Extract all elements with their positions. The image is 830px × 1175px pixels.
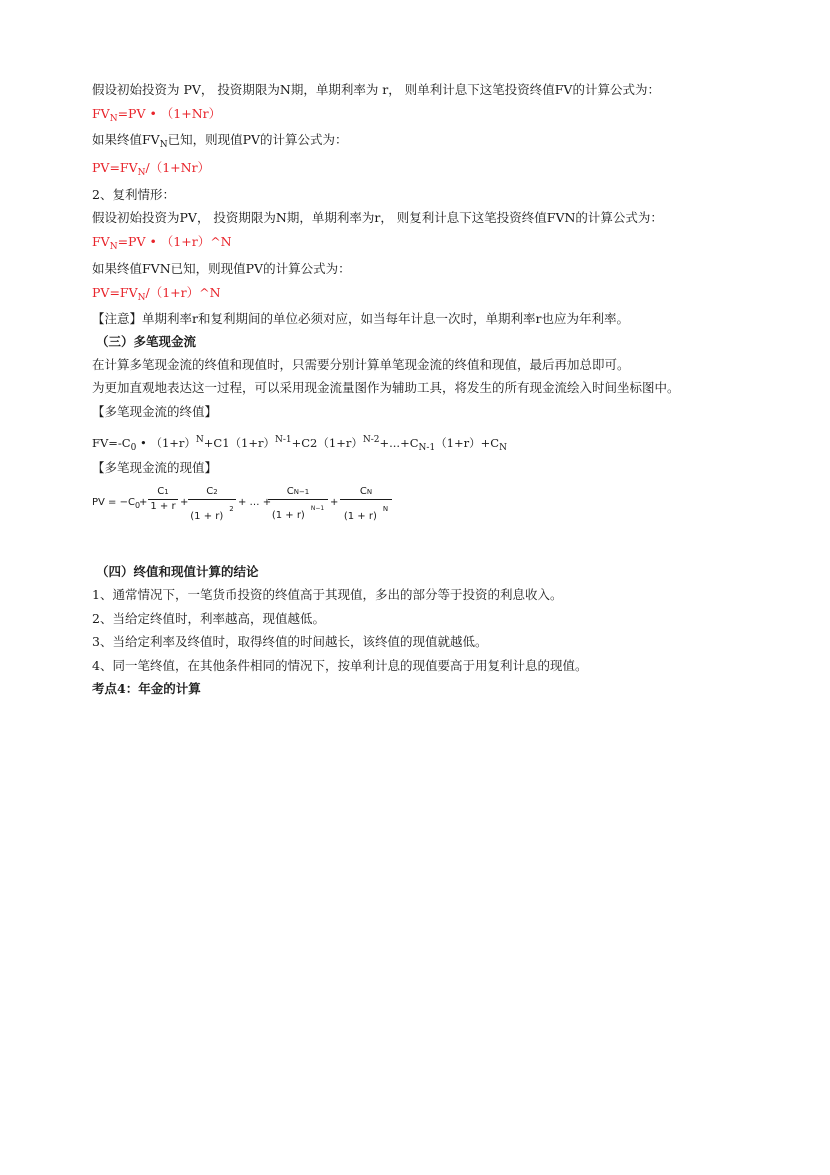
multi-fv-label: 【多笔现金流的终值】 (92, 404, 218, 419)
formula-text: /（1+Nr） (145, 160, 211, 175)
formula-text: PV = −C (92, 497, 135, 508)
fraction-2 (188, 485, 236, 522)
formula-sub: 0 (134, 501, 141, 510)
section-4-heading: （四）终值和现值计算的结论 (96, 564, 259, 579)
note: 【注意】单期利率r和复利期间的单位必须对应，如当每年计息一次时，单期利率r也应为年利率。 (92, 311, 629, 326)
section-3-heading: （三）多笔现金流 (96, 334, 197, 349)
multi-pv-formula (92, 485, 412, 525)
formula-sub: 2 (213, 488, 218, 496)
formula-sub: 0 (130, 443, 137, 453)
formula-sup: N-2 (362, 435, 380, 445)
plus-sign: + (180, 497, 189, 508)
formula-sup: N (382, 505, 389, 513)
formula-sub: 1 (164, 488, 169, 496)
multi-pv-label: 【多笔现金流的现值】 (92, 460, 218, 475)
formula-text: (1 + r) (190, 511, 224, 522)
conclusion-1: 1、通常情况下，一笔货币投资的终值高于其现值，多出的部分等于投资的利息收入。 (92, 587, 563, 602)
formula-text: PV=FV (92, 160, 138, 175)
ellipsis-sign: + … + (238, 497, 272, 508)
plus-sign: + (330, 497, 339, 508)
formula-sup: N-1 (274, 435, 292, 445)
formula-text: FV (92, 234, 110, 249)
numerator (148, 485, 178, 499)
denominator (188, 500, 236, 522)
numerator (188, 485, 236, 499)
formula-sub: N-1 (418, 443, 436, 453)
compound-pv-intro: 如果终值FVN已知，则现值PV的计算公式为： (92, 261, 351, 276)
compound-fv-formula (92, 234, 232, 255)
simple-fv-formula (92, 106, 221, 127)
formula-text: =PV • （1+Nr） (117, 106, 222, 121)
formula-text: C (359, 486, 367, 497)
denominator: 1 + r (150, 501, 176, 512)
formula-text: C (157, 486, 165, 497)
formula-sub: N (366, 488, 373, 496)
denominator (340, 500, 392, 522)
formula-text: =PV • （1+r）^N (117, 234, 232, 249)
formula-sup: N (195, 435, 204, 445)
formula-text: +...+C (379, 436, 419, 450)
formula-sub: N (137, 168, 146, 178)
compound-title: 2、复利情形： (92, 187, 175, 202)
conclusion-4: 4、同一笔终值，在其他条件相同的情况下，按单利计息的现值要高于用复利计息的现值。 (92, 658, 588, 673)
section-3-paragraph-2: 为更加直观地表达这一过程，可以采用现金流量图作为辅助工具，将发生的所有现金流绘入时间坐标图中。 (92, 380, 680, 395)
fraction-4 (340, 485, 392, 522)
plus-sign: + (139, 497, 148, 508)
formula-text: /（1+r）^N (145, 285, 221, 300)
conclusion-3: 3、当给定利率及终值时，取得终值的时间越长，该终值的现值就越低。 (92, 634, 488, 649)
formula-text: +C1（1+r） (203, 436, 275, 450)
formula-text: C (286, 486, 294, 497)
simple-interest-intro: 假设初始投资为 PV， 投资期限为N期，单期利率为 r， 则单利计息下这笔投资终值FV的计算公式为： (92, 82, 660, 97)
formula-text: FV=-C (92, 436, 131, 450)
formula-text: （1+r）+C (435, 436, 500, 450)
formula-sub: N (499, 443, 507, 453)
text: 已知，则现值PV的计算公式为： (167, 132, 348, 147)
formula-text: +C2（1+r） (291, 436, 363, 450)
fraction-1 (148, 485, 178, 514)
numerator (268, 485, 328, 499)
exam-point-heading: 考点4：年金的计算 (92, 681, 201, 696)
formula-sub: N (109, 242, 118, 252)
formula-sub: N−1 (293, 488, 310, 496)
formula-text: (1 + r) (271, 510, 305, 521)
text: 如果终值FV (92, 132, 160, 147)
formula-sup: N−1 (310, 505, 325, 512)
formula-sub: N (137, 293, 146, 303)
numerator (340, 485, 392, 499)
text-sub: N (159, 140, 168, 150)
formula-text: FV (92, 106, 110, 121)
section-3-paragraph-1: 在计算多笔现金流的终值和现值时，只需要分别计算单笔现金流的终值和现值，最后再加总即可。 (92, 357, 630, 372)
conclusion-2: 2、当给定终值时，利率越高，现值越低。 (92, 611, 325, 626)
formula-sub: N (109, 114, 118, 124)
multi-fv-formula (92, 432, 507, 456)
compound-intro: 假设初始投资为PV， 投资期限为N期，单期利率为r， 则复利计息下这笔投资终值FVN的计算公式为： (92, 210, 663, 225)
denominator (268, 500, 328, 521)
formula-text: (1 + r) (343, 511, 377, 522)
formula-text: PV=FV (92, 285, 138, 300)
simple-pv-formula (92, 160, 210, 181)
simple-pv-intro (92, 132, 348, 153)
fraction-3 (268, 485, 328, 521)
compound-pv-formula (92, 285, 221, 306)
pv-lhs (92, 497, 140, 510)
formula-sup: 2 (229, 505, 234, 513)
formula-text: C (206, 486, 214, 497)
formula-text: • （1+r） (136, 436, 196, 450)
